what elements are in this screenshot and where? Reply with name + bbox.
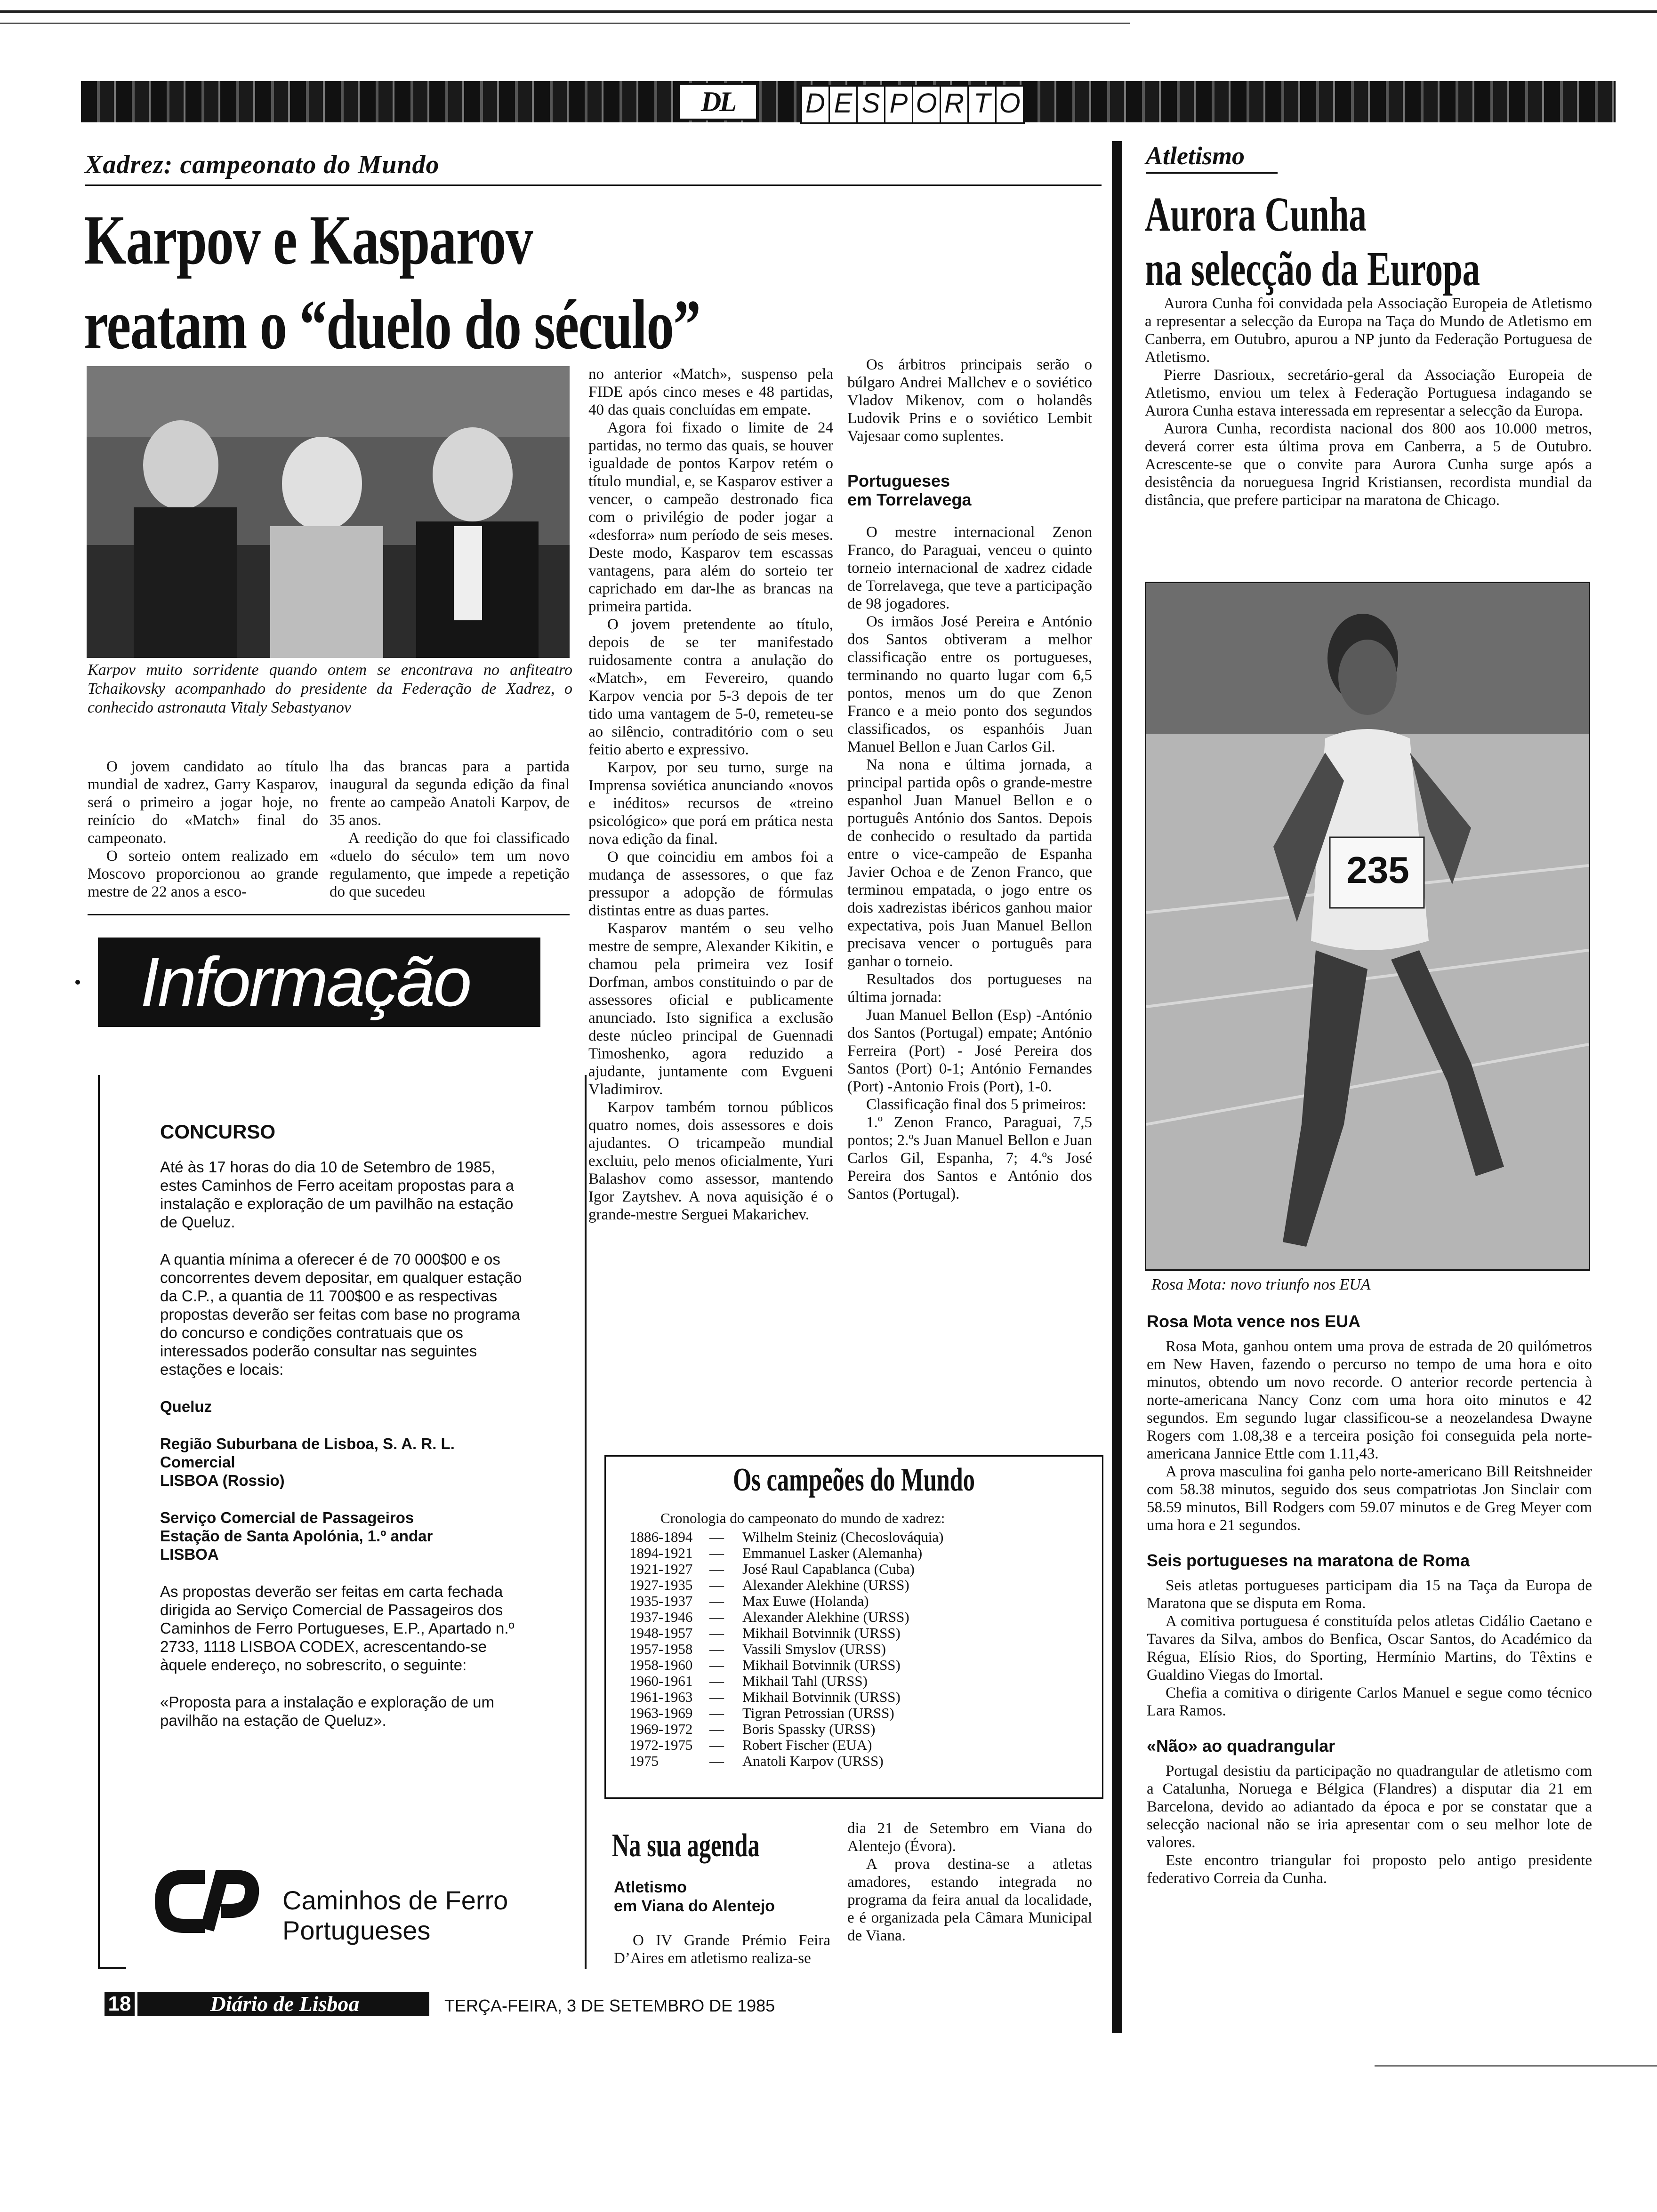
article-paragraph: Juan Manuel Bellon (Esp) -António dos Santos (Portugal) empate; António Ferreira (Port) - José Pereira dos Santos (Port) 0-1; António Fernandes (Port) -Antonio Frois (Port), 1-0. xyxy=(847,1007,1092,1095)
article-paragraph: Este encontro triangular foi proposto pelo antigo presidente federativo Correia da Cunha. xyxy=(1147,1852,1592,1887)
chess-column-1 xyxy=(88,758,318,901)
section-letter: D xyxy=(802,87,830,122)
chess-headline-line2: reatam o “duelo do século” xyxy=(84,286,700,364)
champion-row: 1961-1963 — Mikhail Botvinnik (URSS) xyxy=(629,1689,901,1705)
champion-row: 1935-1937 — Max Euwe (Holanda) xyxy=(629,1593,869,1609)
top-edge-rule xyxy=(0,23,1130,24)
agenda-title: Na sua agenda xyxy=(612,1827,760,1864)
article-paragraph: A prova masculina foi ganha pelo norte-americano Bill Reitshneider com 58.38 minutos, seguido dos seus compatriotas Jon Sinclair com 58.59 minutos, Bill Rodgers com 59.07 minutos e de Greg Meyer com uma hora e 21 segundos. xyxy=(1147,1463,1592,1534)
article-paragraph: Os irmãos José Pereira e António dos Santos obtiveram a melhor classificação entre os portugueses, terminando no quarto lugar com 6,5 pontos, menos um do que Zenon Franco e a meio ponto dos segundos classificados, os espanhóis Juan Manuel Bellon e Juan Carlos Gil. xyxy=(847,613,1092,755)
agenda-subtitle-line1: Atletismo xyxy=(614,1878,687,1896)
chess-photo-illustration xyxy=(87,366,570,658)
ad-location: Serviço Comercial de Passageiros Estação de Santa Apolónia, 1.º andar LISBOA xyxy=(160,1509,433,1563)
article-paragraph: O que coincidiu em ambos foi a mudança de assessores, o que faz pressupor a adopção de fórmulas distintas entre as duas partes. xyxy=(588,849,833,919)
article-paragraph: Aurora Cunha, recordista nacional dos 800 aos 10.000 metros, deverá correr esta última prova em Canberra, a 5 de Outubro. Acrescente-se que o convite para Aurora Cunha surge após a desistência da norueguesa Ingrid Kristiansen, recordista mundial da distância, que prefere participar na maratona de Chicago. xyxy=(1145,420,1592,509)
article-paragraph: Classificação final dos 5 primeiros: xyxy=(866,1096,1086,1113)
torrelavega-title-line2: em Torrelavega xyxy=(847,490,972,509)
article-paragraph: Kasparov mantém o seu velho mestre de sempre, Alexander Kikitin, e chamou pela primeira vez Iosif Dorfman, ambos constituindo o par de assessores oficial e publicamente anunciado. Isto significa a exclusão deste núcleo principal de Guennadi Timoshenko, agora reduzido a ajudante, juntamente com Evgueni Vladimirov. xyxy=(588,920,833,1098)
champion-row: 1972-1975 — Robert Fischer (EUA) xyxy=(629,1737,872,1753)
section-title xyxy=(800,85,1025,124)
section-letter: S xyxy=(858,87,885,122)
agenda-subtitle-line2: em Viana do Alentejo xyxy=(614,1897,775,1915)
article-paragraph: Resultados dos portugueses na última jornada: xyxy=(847,971,1092,1006)
article-paragraph: Chefia a comitiva o dirigente Carlos Manuel e segue como técnico Lara Ramos. xyxy=(1147,1684,1592,1719)
champion-row: 1937-1946 — Alexander Alekhine (URSS) xyxy=(629,1609,909,1625)
agenda-column-left xyxy=(614,1931,830,1967)
torrelavega-title xyxy=(847,472,1092,509)
article-paragraph: Pierre Dasrioux, secretário-geral da Associação Europeia de Atletismo, enviou um telex à Federação Portuguesa indagando se Aurora Cunha estava interessada em representar a selecção da Europa. xyxy=(1145,367,1592,419)
article-paragraph: O jovem pretendente ao título, depois de se ter manifestado ruidosamente contra a anulação do «Match», em Fevereiro, quando Karpov vencia por 5-3 depois de ter tido uma vantagem de 5-0, remeteu-se ao silêncio, contraditório com o seu feitio aberto e expressivo. xyxy=(588,616,833,758)
ad-paragraph: A quantia mínima a oferecer é de 70 000$00 e os concorrentes devem depositar, em qualquer estação da C.P., a quantia de 11 700$00 e as respectivas propostas deverão ser feitas com base no programa do concurso e condições contratuais que os interessados poderão consultar nas seguintes estações e locais: xyxy=(160,1250,522,1378)
ad-banner xyxy=(98,938,540,1027)
chess-headline-line1: Karpov e Kasparov xyxy=(84,201,532,279)
masthead-logo-text: DL xyxy=(701,86,735,117)
torrelavega-title-line1: Portugueses xyxy=(847,471,950,490)
article-paragraph: Karpov, por seu turno, surge na Imprensa soviética anunciando «novos e inéditos» recursos de «treino psicológico» que porá em prática nesta nova edição da final. xyxy=(588,759,833,848)
rosa-mota-photo-caption: Rosa Mota: novo triunfo nos EUA xyxy=(1151,1276,1371,1293)
article-paragraph: 1.º Zenon Franco, Paraguai, 7,5 pontos; 2.ºs Juan Manuel Bellon e Juan Carlos Gil, Espanha, 7; 4.ºs José Pereira dos Santos e António dos Santos (Portugal). xyxy=(847,1114,1092,1202)
section-letter: O xyxy=(913,87,941,122)
article-paragraph: lha das brancas para a partida inaugural da segunda edição da final frente ao campeão Anatoli Karpov, de 35 anos. xyxy=(330,758,570,829)
athletics-column-rule xyxy=(1112,141,1122,2033)
champions-box xyxy=(604,1455,1103,1799)
section-letter: P xyxy=(885,87,913,122)
article-paragraph: Seis atletas portugueses participam dia 15 na Taça da Europa de Maratona que se disputa em Roma. xyxy=(1147,1577,1592,1612)
article-paragraph: O mestre internacional Zenon Franco, do Paraguai, venceu o quinto torneio internacional de xadrez cidade de Torrelavega, que teve a participação de 98 jogadores. xyxy=(847,524,1092,612)
champion-row: 1975 — Anatoli Karpov (URSS) xyxy=(629,1753,884,1769)
article-paragraph: Karpov também tornou públicos quatro nomes, dois assessores e dois ajudantes. O tricampeão mundial excluiu, pelo menos oficialmente, Yuri Balashov como assessor, mantendo Igor Zaytshev. A nova aquisição é o grande-mestre Serguei Makarichev. xyxy=(588,1099,833,1223)
champion-row: 1894-1921 — Emmanuel Lasker (Alemanha) xyxy=(629,1545,923,1561)
article-paragraph: O IV Grande Prémio Feira D’Aires em atletismo realiza-se xyxy=(614,1932,830,1967)
chess-photo-caption: Karpov muito sorridente quando ontem se encontrava no anfiteatro Tchaikovsky acompanhado do presidente da Federação de Xadrez, o conhecido astronauta Vitaly Sebastyanov xyxy=(88,661,572,716)
ad-paragraph: «Proposta para a instalação e exploração de um pavilhão na estação de Queluz». xyxy=(160,1693,494,1729)
champion-row: 1921-1927 — José Raul Capablanca (Cuba) xyxy=(629,1561,915,1577)
ad-paragraph: Até às 17 horas do dia 10 de Setembro de 1985, estes Caminhos de Ferro aceitam propostas para a instalação e exploração de um pavilhão na estação de Queluz. xyxy=(160,1158,515,1231)
article-paragraph: A prova destina-se a atletas amadores, estando integrada no programa da feira anual da localidade, e é organizada pela Câmara Municipal de Viana. xyxy=(847,1856,1092,1944)
chess-headline xyxy=(84,198,892,367)
ad-title: CONCURSO xyxy=(160,1121,276,1143)
footer-date: TERÇA-FEIRA, 3 DE SETEMBRO DE 1985 xyxy=(444,1996,775,2015)
athletics-news xyxy=(1147,1298,1592,1887)
chess-column-2 xyxy=(330,758,570,901)
masthead-logo xyxy=(678,83,758,120)
rosa-mota-title: Rosa Mota vence nos EUA xyxy=(1147,1312,1361,1331)
quadrangular-title: «Não» ao quadrangular xyxy=(1147,1736,1335,1755)
article-paragraph: A comitiva portuguesa é constituída pelos atletas Cidálio Caetano e Tavares da Silva, ambos do Benfica, Oscar Santos, do Académico da Régua, Elísio Rios, do Sporting, Hermínio Martins, do Têxtins e Gualdino Viegas do Imortal. xyxy=(1147,1613,1592,1683)
article-paragraph: Rosa Mota, ganhou ontem uma prova de estrada de 20 quilómetros em New Haven, fazendo o percurso no tempo de uma hora e oito minutos, obtendo um novo recorde. O anterior recorde pertencia à norte-americana Nancy Conz com uma hora oito minutos e 42 segundos. Em segundo lugar classificou-se a neozelandesa Dwayne Rogers com 1.08,38 e a terceira posição foi conseguida pela norte-americana Jannice Ettle com 1.11,43. xyxy=(1147,1338,1592,1462)
chess-section-rule xyxy=(88,914,570,915)
article-paragraph: Os árbitros principais serão o búlgaro Andrei Mallchev e o soviético Vladov Mikenov, com o holandês Ludovik Prins e o soviético Lembit Vajesaar como suplentes. xyxy=(847,356,1092,445)
chess-column-4 xyxy=(847,356,1092,1203)
chess-kicker-rule xyxy=(85,184,1102,186)
agenda-subtitle xyxy=(614,1878,775,1915)
roma-title: Seis portugueses na maratona de Roma xyxy=(1147,1551,1470,1570)
ad-bullet xyxy=(75,980,80,985)
article-paragraph: O sorteio ontem realizado em Moscovo proporcionou ao grande mestre de 22 anos a esco- xyxy=(88,848,318,900)
ad-box-corner xyxy=(98,1967,126,1969)
section-letter: T xyxy=(969,87,997,122)
article-paragraph: O jovem candidato ao título mundial de xadrez, Garry Kasparov, será o primeiro a jogar hoje, no reinício do «Match» final do campeonato. xyxy=(88,758,318,847)
chess-column-3 xyxy=(588,365,833,1224)
section-letter: O xyxy=(999,88,1021,119)
article-paragraph: no anterior «Match», suspenso pela FIDE após cinco meses e 48 partidas, 40 das quais concluídas em empate. xyxy=(588,366,833,418)
rosa-mota-photo-illustration xyxy=(1146,583,1589,1269)
chess-photo xyxy=(87,366,570,658)
athletics-headline xyxy=(1145,187,1552,297)
champion-row: 1963-1969 — Tigran Petrossian (URSS) xyxy=(629,1705,894,1721)
article-paragraph: Aurora Cunha foi convidada pela Associação Europeia de Atletismo a representar a selecção da Europa na Taça do Mundo de Atletismo em Canberra, em Outubro, apurou a NP junto da Federação Portuguesa de Atletismo. xyxy=(1145,295,1592,366)
cp-company-line1: Caminhos de Ferro xyxy=(282,1885,508,1915)
champion-row: 1927-1935 — Alexander Alekhine (URSS) xyxy=(629,1577,909,1593)
race-bib-number: 235 xyxy=(1346,849,1409,891)
champion-row: 1958-1960 — Mikhail Botvinnik (URSS) xyxy=(629,1657,901,1673)
athletics-intro xyxy=(1145,295,1592,509)
cp-logo xyxy=(151,1864,264,1939)
athletics-headline-line2: na selecção da Europa xyxy=(1145,242,1480,296)
ad-location: Queluz xyxy=(160,1398,212,1415)
article-paragraph: A reedição do que foi classificado «duelo do século» tem um novo regulamento, que impede a repetição do que sucedeu xyxy=(330,830,570,900)
champion-row: 1886-1894 — Wilhelm Steiniz (Checoslováquia) xyxy=(629,1529,944,1545)
article-paragraph: dia 21 de Setembro em Viana do Alentejo (Évora). xyxy=(847,1820,1092,1855)
athletics-kicker-rule xyxy=(1146,172,1278,174)
athletics-kicker: Atletismo xyxy=(1146,142,1245,170)
cp-company-line2: Portugueses xyxy=(282,1915,431,1945)
champion-row: 1960-1961 — Mikhail Tahl (URSS) xyxy=(629,1673,868,1689)
champions-intro: Cronologia do campeonato do mundo de xadrez: xyxy=(660,1510,945,1526)
ad-location: Região Suburbana de Lisboa, S. A. R. L. Comercial LISBOA (Rossio) xyxy=(160,1435,455,1489)
article-paragraph: Portugal desistiu da participação no quadrangular de atletismo com a Catalunha, Noruega e Bélgica (Flandres) a disputar dia 21 em Barcelona, devido ao adiantado da época e por se constatar que a selecção nacional não se iria apresentar com o seu melhor lote de valores. xyxy=(1147,1763,1592,1851)
rosa-mota-photo xyxy=(1145,582,1590,1271)
athletics-headline-line1: Aurora Cunha xyxy=(1145,187,1367,241)
footer-page-number: 18 xyxy=(105,1992,135,2016)
section-letter: E xyxy=(830,87,858,122)
footer-paper-name: Diário de Lisboa xyxy=(210,1992,360,2016)
cp-company-name xyxy=(282,1885,508,1946)
top-edge-rule xyxy=(0,10,1657,13)
champion-row: 1969-1972 — Boris Spassky (URSS) xyxy=(629,1721,876,1737)
agenda-column-right xyxy=(847,1819,1092,1945)
chess-kicker: Xadrez: campeonato do Mundo xyxy=(85,150,440,179)
champion-row: 1957-1958 — Vassili Smyslov (URSS) xyxy=(629,1641,886,1657)
section-letter: R xyxy=(941,87,969,122)
ad-content xyxy=(160,1120,527,1730)
ad-banner-text: Informação xyxy=(140,943,470,1021)
champion-row: 1948-1957 — Mikhail Botvinnik (URSS) xyxy=(629,1625,901,1641)
article-paragraph: Na nona e última jornada, a principal partida opôs o grande-mestre espanhol Juan Manuel Bellon e o português António dos Santos. Depois de conhecido o resultado da partida entre o vice-campeão de Espanha Javier Ochoa e de Zenon Franco, que terminou empatada, o jogo entre os dois xadrezistas ibéricos ganhou maior expectativa, pois Juan Manuel Bellon precisava vencer o português para ganhar o torneio. xyxy=(847,756,1092,970)
article-paragraph: Agora foi fixado o limite de 24 partidas, no termo das quais, se houver igualdade de pontos Karpov retém o título mundial, e, se Kasparov estiver a vencer, o campeão destronado fica com o privilégio de poder jogar a «desforra» num período de seis meses. Deste modo, Kasparov tem escassas vantagens, para além do sorteio ter caprichado em dar-lhe as brancas na primeira partida. xyxy=(588,419,833,615)
ad-paragraph: As propostas deverão ser feitas em carta fechada dirigida ao Serviço Comercial de Passageiros dos Caminhos de Ferro Portugueses, E.P., Apartado n.º 2733, 1118 LISBOA CODEX, acrescentando-se àquele endereço, no sobrescrito, o seguinte: xyxy=(160,1583,515,1674)
champions-title: Os campeões do Mundo xyxy=(733,1462,975,1498)
champions-list xyxy=(629,1529,1102,1769)
cp-logo-icon xyxy=(151,1864,264,1939)
footer-rule xyxy=(1375,2065,1657,2067)
